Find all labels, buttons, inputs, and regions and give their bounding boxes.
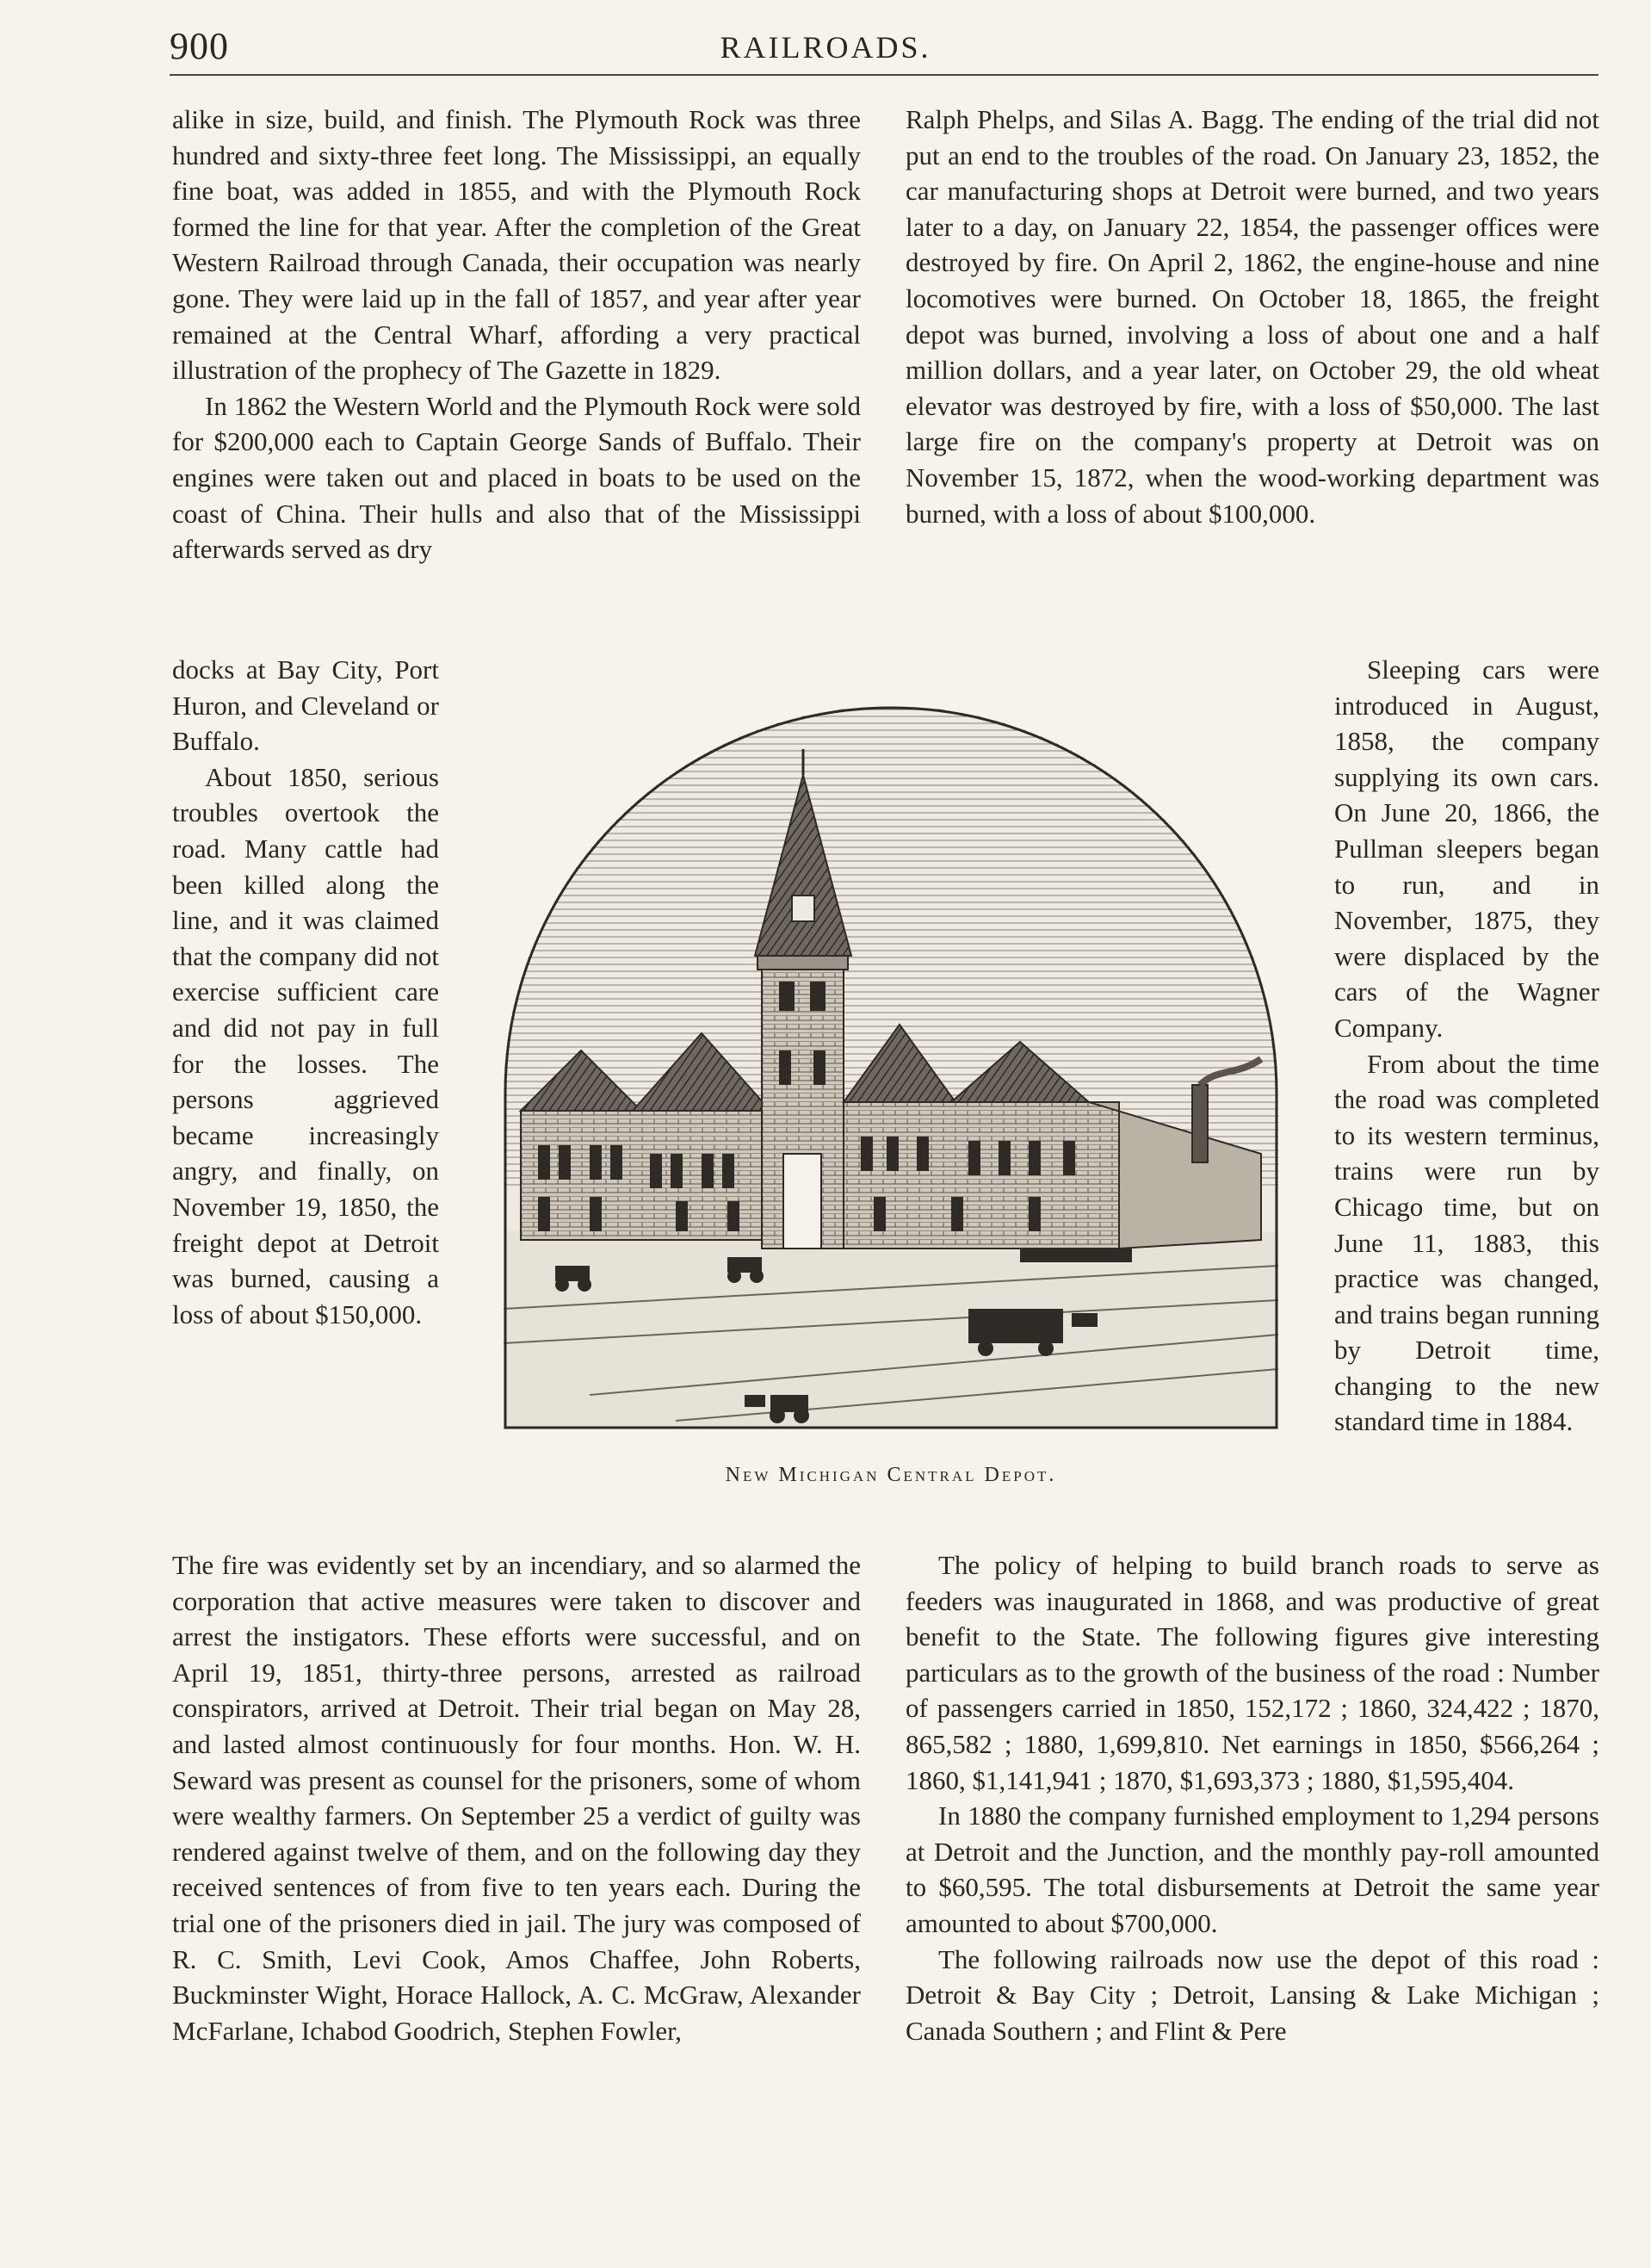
right-column-wrap bbox=[1334, 652, 1599, 1440]
left-column-wrap bbox=[172, 652, 439, 1332]
paragraph: In 1880 the company furnished employment to 1,294 persons at Detroit and the Junction, and the monthly pay-roll amounted to $60,595. The total disbursements at Detroit the same year amounted to about $700,000. bbox=[906, 1800, 1599, 1938]
depot-engraving bbox=[504, 706, 1278, 1429]
depot-illustration bbox=[504, 706, 1278, 1429]
paragraph: The following railroads now use the depot of this road : Detroit & Bay City ; Detroit, Lansing & Lake Michigan ; Canada Southern ; and Flint & Pere bbox=[906, 1943, 1599, 2046]
paragraph: About 1850, serious troubles overtook the road. Many cattle had been killed along the line, and it was claimed that the company did not exercise sufficient care and did not pay in full for the losses. The persons aggrieved became increasingly angry, and finally, on November 19, 1850, the freight depot at Detroit was burned, causing a loss of about $150,000. bbox=[172, 761, 439, 1329]
paragraph: Sleeping cars were introduced in August, 1858, the company supplying its own cars. On June 20, 1866, the Pullman sleepers began to run, and in November, 1875, they were displaced by the cars of the Wagner Company. bbox=[1334, 654, 1599, 1043]
paragraph: docks at Bay City, Port Huron, and Cleveland or Buffalo. bbox=[172, 654, 439, 757]
page-number: 900 bbox=[170, 25, 229, 67]
figure-caption: New Michigan Central Depot. bbox=[725, 1464, 1057, 1486]
running-head: RAILROADS. bbox=[720, 30, 931, 65]
paragraph: The fire was evidently set by an incendiary, and so alarmed the corporation that active measures were taken to discover and arrest the instigators. These efforts were successful, and on April 19, 1851, thirty-three persons, arrested as railroad conspirators, arrived at Detroit. Their trial began on May 28, and lasted almost continuously for four months. Hon. W. H. Seward was present as counsel for the prisoners, some of whom were wealthy farmers. On September 25 a verdict of guilty was rendered against twelve of them, and on the following day they received sentences of from five to ten years each. During the trial one of the prisoners died in jail. The jury was composed of R. C. Smith, Levi Cook, Amos Chaffee, John Roberts, Buckminster Wight, Horace Hallock, A. C. McGraw, Alexander McFarlane, Ichabod Goodrich, Stephen Fowler, bbox=[172, 1550, 861, 2046]
right-column-top bbox=[906, 102, 1599, 531]
paragraph: alike in size, build, and finish. The Plymouth Rock was three hundred and sixty-three feet long. The Mississippi, an equally fine boat, was added in 1855, and with the Plymouth Rock formed the line for that year. After the completion of the Great Western Railroad through Canada, their occupation was nearly gone. They were laid up in the fall of 1857, and year after year remained at the Central Wharf, affording a very practical illustration of the prophecy of The Gazette in 1829. bbox=[172, 104, 861, 386]
paragraph: The policy of helping to build branch roads to serve as feeders was inaugurated in 1868, and was productive of great benefit to the State. The following figures give interesting particulars as to the growth of the business of the road : Number of passengers carried in 1850, 152,172 ; 1860, 324,422 ; 1870, 865,582 ; 1880, 1,699,810. Net earnings in 1850, $566,264 ; 1860, $1,141,941 ; 1870, $1,693,373 ; 1880, $1,595,404. bbox=[906, 1550, 1599, 1795]
left-column-top bbox=[172, 102, 861, 567]
paragraph: From about the time the road was completed to its western terminus, trains were run by Chicago time, but on June 11, 1883, this practice was changed, and trains began running by Detroit time, changing to the new standard time in 1884. bbox=[1334, 1048, 1599, 1437]
right-column-bottom bbox=[906, 1547, 1599, 2048]
paragraph: In 1862 the Western World and the Plymouth Rock were sold for $200,000 each to Captain George Sands of Buffalo. Their engines were taken out and placed in boats to be used on the coast of China. Their hulls and also that of the Mississippi afterwards served as dry bbox=[172, 390, 861, 565]
left-column-bottom bbox=[172, 1547, 861, 2048]
header-rule bbox=[170, 74, 1598, 76]
paragraph: Ralph Phelps, and Silas A. Bagg. The ending of the trial did not put an end to the troubles of the road. On January 23, 1852, the car manufacturing shops at Detroit were burned, and two years later to a day, on January 22, 1854, the passenger offices were destroyed by fire. On April 2, 1862, the engine-house and nine locomotives were burned. On October 18, 1865, the freight depot was burned, involving a loss of about one and a half million dollars, and a year later, on October 29, the old wheat elevator was destroyed by fire, with a loss of $50,000. The last large fire on the company's property at Detroit was on November 15, 1872, when the wood-working department was burned, with a loss of about $100,000. bbox=[906, 104, 1599, 529]
